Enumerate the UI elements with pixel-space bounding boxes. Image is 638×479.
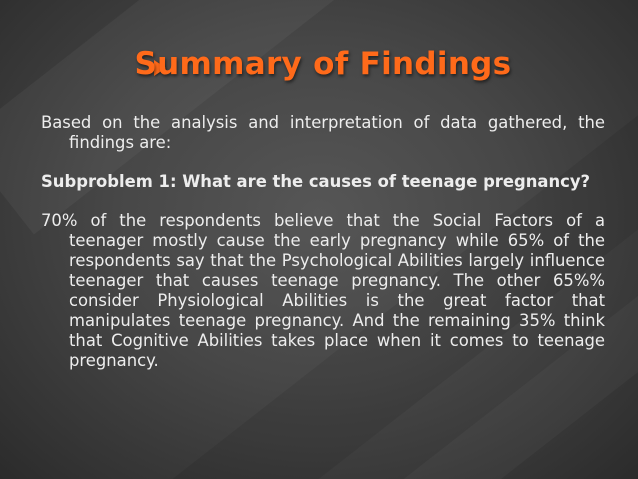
intro-paragraph: Based on the analysis and interpretation of data gathered, the findings are: xyxy=(41,113,605,152)
findings-paragraph: 70% of the respondents believe that the Social Factors of a teenager mostly cause the early pregnancy while 65% of the respondents say that the Psychological Abilities largely influence teenager that causes teenage pregnancy. The other 65%% consider Physiological Abilities is the great factor that manipulates teenage pregnancy. And the remaining 35% think that Cognitive Abilities takes place when it comes to teenage pregnancy. xyxy=(41,211,605,370)
slide-body xyxy=(41,113,605,390)
subproblem-heading: Subproblem 1: What are the causes of teenage pregnancy? xyxy=(41,172,591,191)
slide-title: Summary of Findings xyxy=(134,46,512,82)
